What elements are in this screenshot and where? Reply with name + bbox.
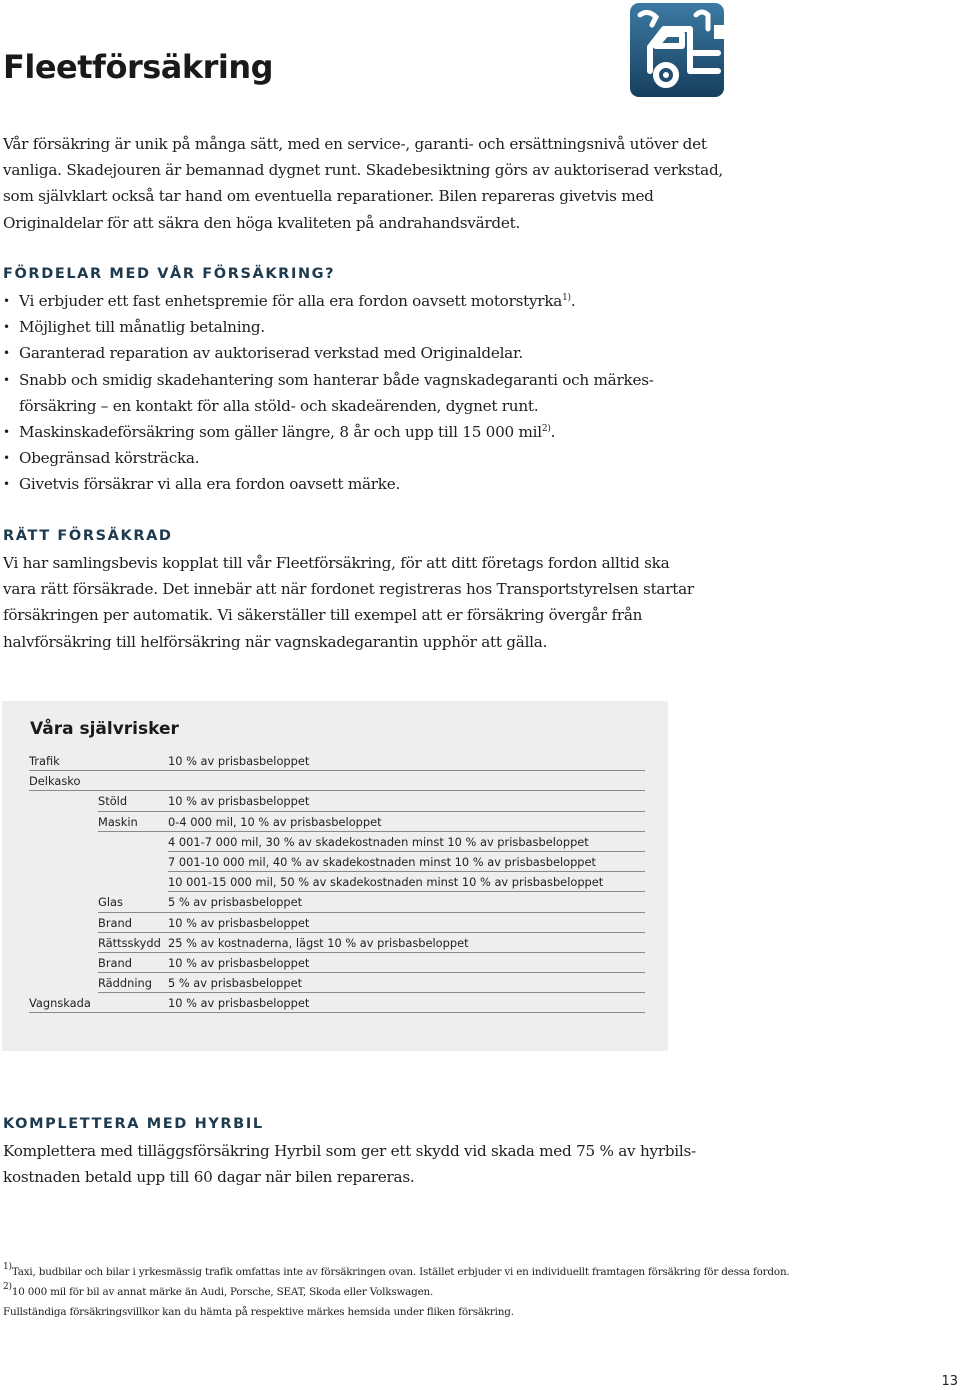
footnote bbox=[3, 1282, 903, 1302]
deductible-value: 10 % av prisbasbeloppet bbox=[168, 996, 310, 1011]
deductible-row bbox=[29, 973, 645, 993]
deductible-label: Räddning bbox=[98, 976, 152, 991]
deductible-value: 5 % av prisbasbeloppet bbox=[168, 976, 303, 991]
insured-heading: RÄTT FÖRSÄKRAD bbox=[3, 528, 173, 544]
deductible-value: 10 001-15 000 mil, 50 % av skadekostnaden minst 10 % av prisbasbeloppet bbox=[168, 875, 604, 890]
deductible-row bbox=[29, 872, 645, 892]
deductible-row bbox=[29, 993, 645, 1013]
benefit-item bbox=[3, 445, 683, 471]
deductibles-panel bbox=[2, 701, 668, 1051]
deductibles-title: Våra självrisker bbox=[30, 719, 179, 739]
benefit-text: Givetvis försäkrar vi alla era fordon oavsett märke. bbox=[19, 475, 401, 494]
footnote bbox=[3, 1302, 903, 1322]
footnote-marker: 1) bbox=[3, 1262, 12, 1272]
benefit-text: Obegränsad körsträcka. bbox=[19, 449, 200, 468]
footnote bbox=[3, 1262, 903, 1282]
deductible-label: Brand bbox=[98, 955, 132, 970]
benefit-text: Garanterad reparation av auktoriserad verkstad med Originaldelar. bbox=[19, 344, 523, 363]
insured-paragraph: Vi har samlingsbevis kopplat till vår Fleetförsäkring, för att ditt företags fordon alltid ska vara rätt försäkrade. Det innebär att när fordonet registreras hos Transportstyrelsen startar försäkringen per automatik. Vi säkerställer till exempel att er försäkring övergår från halvförsäkring till helförsäkring när vagnskadegarantin upphör att gälla. bbox=[3, 554, 694, 651]
deductible-row bbox=[29, 791, 645, 811]
deductible-label: Maskin bbox=[98, 814, 138, 829]
page-title: Fleetförsäkring bbox=[3, 48, 274, 86]
benefit-text: Vi erbjuder ett fast enhetspremie för alla era fordon oavsett motorstyrka bbox=[19, 292, 563, 310]
deductible-value: 5 % av prisbasbeloppet bbox=[168, 895, 303, 910]
benefit-text: Snabb och smidig skadehantering som hanterar både vagnskadegaranti och märkes-försäkring – en kontakt för alla stöld- och skadeärenden, dygnet runt. bbox=[19, 370, 654, 415]
benefit-item bbox=[3, 288, 683, 314]
deductible-value: 10 % av prisbasbeloppet bbox=[168, 754, 310, 768]
deductible-row bbox=[29, 751, 645, 771]
deductible-label: Glas bbox=[98, 895, 123, 910]
benefit-item bbox=[3, 367, 683, 419]
footnotes bbox=[3, 1262, 903, 1322]
benefits-list bbox=[3, 288, 683, 498]
benefit-item bbox=[3, 419, 683, 445]
deductible-value: 10 % av prisbasbeloppet bbox=[168, 915, 310, 930]
deductible-value: 4 001-7 000 mil, 30 % av skadekostnaden minst 10 % av prisbasbeloppet bbox=[168, 834, 589, 849]
footnote-marker: 2) bbox=[3, 1282, 12, 1292]
footnote-ref: 1) bbox=[562, 293, 571, 303]
deductible-label: Brand bbox=[98, 915, 132, 930]
footnote-text: Fullständiga försäkringsvillkor kan du hämta på respektive märkes hemsida under fliken försäkring. bbox=[3, 1306, 514, 1318]
deductible-row bbox=[29, 832, 645, 852]
deductible-row bbox=[29, 852, 645, 872]
footnote-ref: 2) bbox=[541, 424, 551, 435]
deductible-value: 7 001-10 000 mil, 40 % av skadekostnaden minst 10 % av prisbasbeloppet bbox=[168, 854, 597, 869]
deductible-row bbox=[29, 892, 645, 912]
intro-paragraph: Vår försäkring är unik på många sätt, med en service-, garanti- och ersättningsnivå utöver det vanliga. Skadejouren är bemannad dygnet runt. Skadebesiktning görs av auktoriserad verkstad, som självklart också tar hand om eventuella reparationer. Bilen repareras givetvis med Originaldelar för att säkra den höga kvaliteten på andrahandsvärdet. bbox=[3, 135, 724, 232]
benefits-heading: FÖRDELAR MED VÅR FÖRSÄKRING? bbox=[3, 266, 336, 282]
deductible-row bbox=[29, 913, 645, 933]
page-number: 13 bbox=[941, 1374, 958, 1389]
deductible-label: Vagnskada bbox=[29, 996, 91, 1011]
deductibles-table bbox=[29, 751, 645, 1013]
footnote-text: 10 000 mil för bil av annat märke än Audi, Porsche, SEAT, Skoda eller Volkswagen. bbox=[11, 1286, 434, 1298]
benefit-text: Möjlighet till månatlig betalning. bbox=[19, 318, 265, 337]
deductible-value: 10 % av prisbasbeloppet bbox=[168, 955, 310, 970]
deductible-label: Trafik bbox=[29, 754, 60, 768]
deductible-value: 0-4 000 mil, 10 % av prisbasbeloppet bbox=[168, 814, 382, 829]
deductible-row bbox=[29, 771, 645, 791]
benefit-text: Maskinskadeförsäkring som gäller längre, 8 år och upp till 15 000 mil bbox=[19, 423, 542, 442]
tow-truck-icon bbox=[630, 3, 724, 97]
deductible-label: Delkasko bbox=[29, 774, 81, 789]
deductible-value: 10 % av prisbasbeloppet bbox=[168, 794, 310, 809]
footnote-text: Taxi, budbilar och bilar i yrkesmässig trafik omfattas inte av försäkringen ovan. Istället erbjuder vi en individuellt framtagen försäkring för dessa fordon. bbox=[11, 1266, 790, 1278]
deductible-row bbox=[29, 933, 645, 953]
benefit-item bbox=[3, 471, 683, 497]
hyrbil-heading: KOMPLETTERA MED HYRBIL bbox=[3, 1116, 264, 1132]
deductible-row bbox=[29, 953, 645, 973]
benefit-item bbox=[3, 314, 683, 340]
benefit-punctuation: . bbox=[550, 423, 556, 442]
deductible-label: Stöld bbox=[98, 794, 128, 809]
benefit-item bbox=[3, 340, 683, 366]
benefit-punctuation: . bbox=[570, 292, 576, 310]
row-divider bbox=[29, 1012, 645, 1013]
deductible-value: 25 % av kostnaderna, lägst 10 % av prisbasbeloppet bbox=[168, 935, 469, 950]
hyrbil-paragraph: Komplettera med tilläggsförsäkring Hyrbil som ger ett skydd vid skada med 75 % av hyrbils-kostnaden betald upp till 60 dagar när bilen repareras. bbox=[3, 1142, 696, 1187]
deductible-label: Rättsskydd bbox=[98, 935, 161, 950]
deductible-row bbox=[29, 812, 645, 832]
